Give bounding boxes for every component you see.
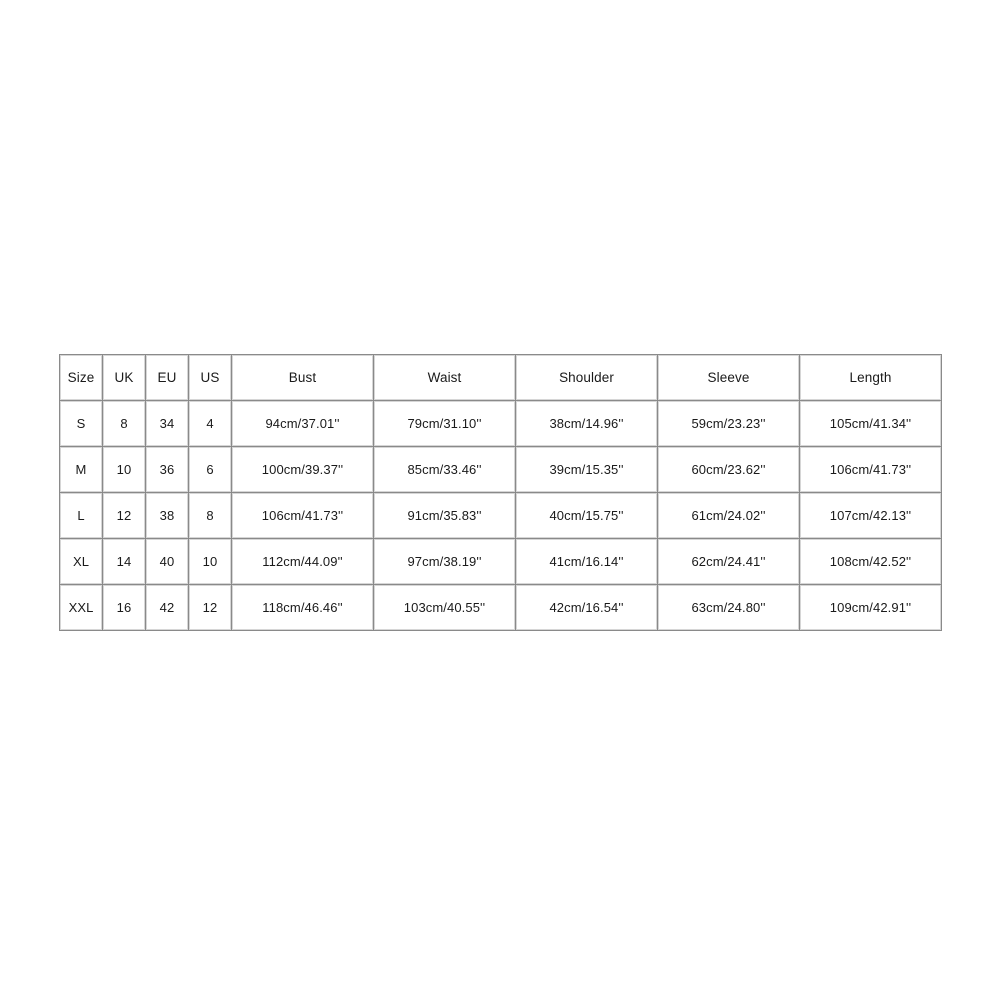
cell-size: XXL bbox=[60, 585, 103, 631]
cell-shoulder: 41cm/16.14'' bbox=[516, 539, 658, 585]
cell-waist: 91cm/35.83'' bbox=[374, 493, 516, 539]
table-row bbox=[60, 447, 942, 493]
table-row bbox=[60, 539, 942, 585]
cell-size: L bbox=[60, 493, 103, 539]
header-uk: UK bbox=[103, 355, 146, 401]
cell-us: 8 bbox=[189, 493, 232, 539]
table-row bbox=[60, 585, 942, 631]
size-chart-header bbox=[60, 355, 942, 401]
cell-waist: 97cm/38.19'' bbox=[374, 539, 516, 585]
cell-us: 4 bbox=[189, 401, 232, 447]
cell-length: 109cm/42.91'' bbox=[800, 585, 942, 631]
cell-eu: 36 bbox=[146, 447, 189, 493]
cell-waist: 85cm/33.46'' bbox=[374, 447, 516, 493]
header-bust: Bust bbox=[232, 355, 374, 401]
cell-size: S bbox=[60, 401, 103, 447]
cell-eu: 40 bbox=[146, 539, 189, 585]
cell-length: 105cm/41.34'' bbox=[800, 401, 942, 447]
cell-us: 12 bbox=[189, 585, 232, 631]
header-eu: EU bbox=[146, 355, 189, 401]
cell-eu: 34 bbox=[146, 401, 189, 447]
cell-uk: 12 bbox=[103, 493, 146, 539]
header-sleeve: Sleeve bbox=[658, 355, 800, 401]
cell-uk: 10 bbox=[103, 447, 146, 493]
cell-size: XL bbox=[60, 539, 103, 585]
cell-bust: 94cm/37.01'' bbox=[232, 401, 374, 447]
table-row bbox=[60, 401, 942, 447]
cell-uk: 8 bbox=[103, 401, 146, 447]
size-chart-body bbox=[60, 401, 942, 631]
cell-size: M bbox=[60, 447, 103, 493]
cell-length: 107cm/42.13'' bbox=[800, 493, 942, 539]
cell-sleeve: 63cm/24.80'' bbox=[658, 585, 800, 631]
cell-eu: 38 bbox=[146, 493, 189, 539]
cell-sleeve: 61cm/24.02'' bbox=[658, 493, 800, 539]
cell-waist: 103cm/40.55'' bbox=[374, 585, 516, 631]
header-shoulder: Shoulder bbox=[516, 355, 658, 401]
cell-waist: 79cm/31.10'' bbox=[374, 401, 516, 447]
header-us: US bbox=[189, 355, 232, 401]
cell-shoulder: 38cm/14.96'' bbox=[516, 401, 658, 447]
cell-length: 106cm/41.73'' bbox=[800, 447, 942, 493]
cell-eu: 42 bbox=[146, 585, 189, 631]
header-row bbox=[60, 355, 942, 401]
cell-bust: 118cm/46.46'' bbox=[232, 585, 374, 631]
cell-sleeve: 59cm/23.23'' bbox=[658, 401, 800, 447]
cell-length: 108cm/42.52'' bbox=[800, 539, 942, 585]
cell-sleeve: 62cm/24.41'' bbox=[658, 539, 800, 585]
cell-sleeve: 60cm/23.62'' bbox=[658, 447, 800, 493]
cell-uk: 16 bbox=[103, 585, 146, 631]
size-chart-table bbox=[59, 354, 942, 631]
cell-shoulder: 39cm/15.35'' bbox=[516, 447, 658, 493]
cell-bust: 112cm/44.09'' bbox=[232, 539, 374, 585]
cell-bust: 106cm/41.73'' bbox=[232, 493, 374, 539]
header-waist: Waist bbox=[374, 355, 516, 401]
table-row bbox=[60, 493, 942, 539]
cell-shoulder: 42cm/16.54'' bbox=[516, 585, 658, 631]
cell-us: 10 bbox=[189, 539, 232, 585]
cell-uk: 14 bbox=[103, 539, 146, 585]
cell-shoulder: 40cm/15.75'' bbox=[516, 493, 658, 539]
cell-us: 6 bbox=[189, 447, 232, 493]
header-length: Length bbox=[800, 355, 942, 401]
cell-bust: 100cm/39.37'' bbox=[232, 447, 374, 493]
header-size: Size bbox=[60, 355, 103, 401]
